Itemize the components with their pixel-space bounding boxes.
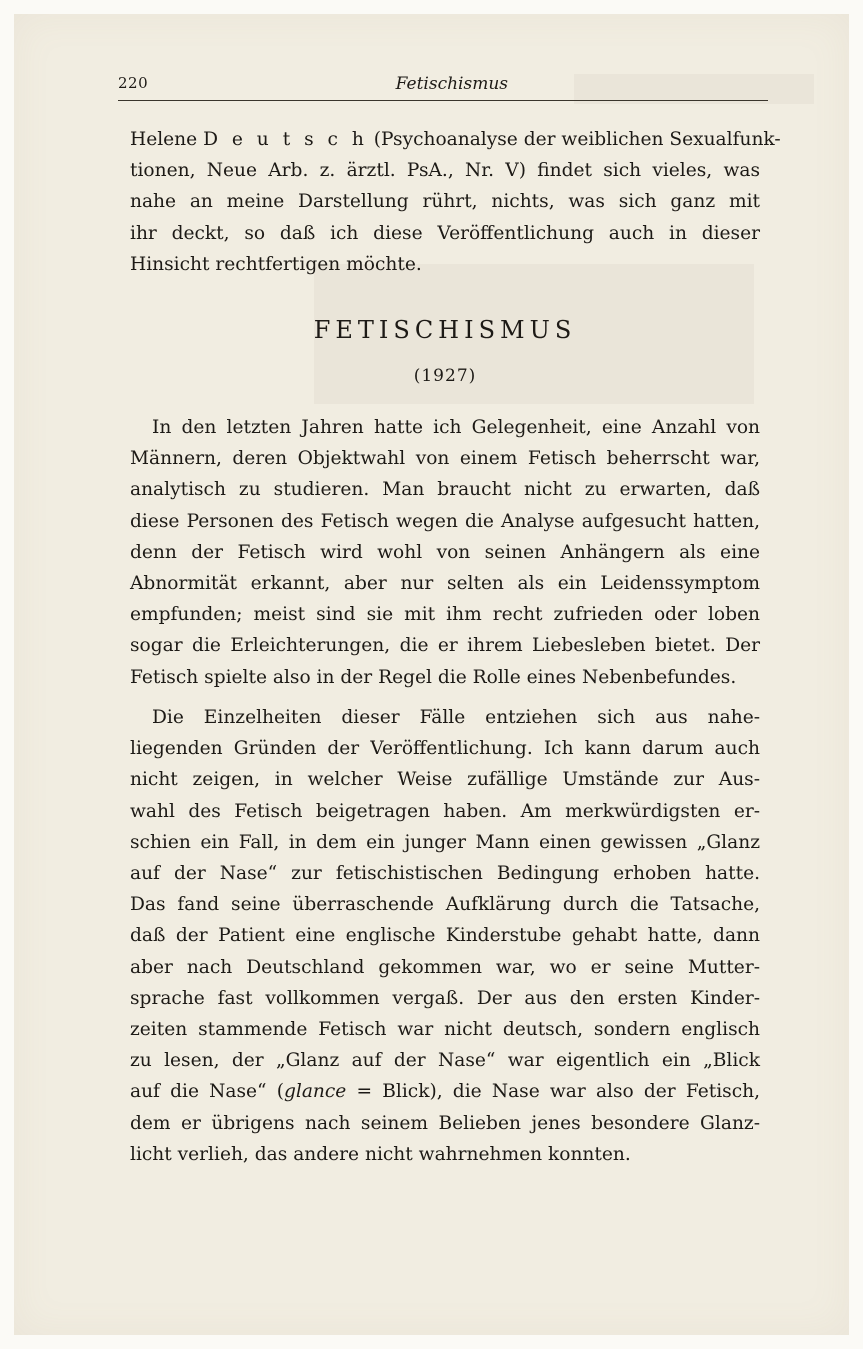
author-name: D e u t s c h xyxy=(203,129,368,150)
section-title: FETISCHISMUS xyxy=(313,316,577,344)
text-line: licht verlieh, das andere nicht wahrnehmen konnten. xyxy=(130,1143,631,1165)
text-line: zu lesen, der „Glanz auf der Nase“ war eigentlich ein „Blick xyxy=(130,1050,760,1072)
intro-paragraph xyxy=(130,124,781,280)
text-line: nahe an meine Darstellung rührt, nichts, was sich ganz mit xyxy=(130,191,760,213)
text-line: sprache fast vollkommen vergaß. Der aus den ersten Kinder- xyxy=(130,987,760,1009)
text-line: analytisch zu studieren. Man braucht nicht zu erwarten, daß xyxy=(130,479,760,501)
text-line: daß der Patient eine englische Kinderstube gehabt hatte, dann xyxy=(130,925,760,947)
text-line: auf der Nase“ zur fetischistischen Bedingung erhoben hatte. xyxy=(130,863,760,885)
text-line: nicht zeigen, in welcher Weise zufällige Umstände zur Aus- xyxy=(130,769,760,791)
text-line: wahl des Fetisch beigetragen haben. Am merkwürdigsten er- xyxy=(130,800,760,822)
text-line: Das fand seine überraschende Aufklärung durch die Tatsache, xyxy=(130,894,760,916)
text-line: empfunden; meist sind sie mit ihm recht zufrieden oder loben xyxy=(130,604,760,626)
text-line: denn der Fetisch wird wohl von seinen Anhängern als eine xyxy=(130,541,760,563)
text-line: diese Personen des Fetisch wegen die Analyse aufgesucht hatten, xyxy=(130,510,760,532)
text-line: ihr deckt, so daß ich diese Veröffentlichung auch in dieser xyxy=(130,222,760,244)
text-line: Hinsicht rechtfertigen möchte. xyxy=(130,253,422,275)
text-line: aber nach Deutschland gekommen war, wo er seine Mutter- xyxy=(130,956,760,978)
text-line: zeiten stammende Fetisch war nicht deutsch, sondern englisch xyxy=(130,1019,760,1041)
italic-term: glance xyxy=(283,1081,347,1103)
text-line: Männern, deren Objektwahl von einem Fetisch beherrscht war, xyxy=(130,448,760,470)
text-line: dem er übrigens nach seinem Belieben jenes besondere Glanz- xyxy=(130,1112,760,1134)
text-line: tionen, Neue Arb. z. ärztl. PsA., Nr. V) findet sich vieles, was xyxy=(130,160,760,182)
paragraph-1 xyxy=(130,412,760,693)
text-line: Helene D e u t s c h (Psychoanalyse der weiblichen Sexualfunk- xyxy=(130,129,781,150)
text-line: schien ein Fall, in dem ein junger Mann einen gewissen „Glanz xyxy=(130,831,760,853)
section-year: (1927) xyxy=(413,366,477,386)
text-line: Abnormität erkannt, aber nur selten als ein Leidenssymptom xyxy=(130,573,760,595)
running-title: Fetischismus xyxy=(395,74,508,94)
text-line: sogar die Erleichterungen, die er ihrem Liebesleben bietet. Der xyxy=(130,635,760,657)
page-number: 220 xyxy=(118,74,149,92)
text-line: auf die Nase“ (glance = Blick), die Nase war also der Fetisch, xyxy=(130,1081,760,1103)
text-line: Fetisch spielte also in der Regel die Rolle eines Nebenbefundes. xyxy=(130,666,737,688)
text-line: In den letzten Jahren hatte ich Gelegenheit, eine Anzahl von xyxy=(152,417,760,438)
text-line: Die Einzelheiten dieser Fälle entziehen sich aus nahe- xyxy=(152,707,760,728)
text-line: liegenden Gründen der Veröffentlichung. Ich kann darum auch xyxy=(130,738,760,760)
page-header xyxy=(118,72,768,101)
paragraph-2 xyxy=(130,702,760,1170)
